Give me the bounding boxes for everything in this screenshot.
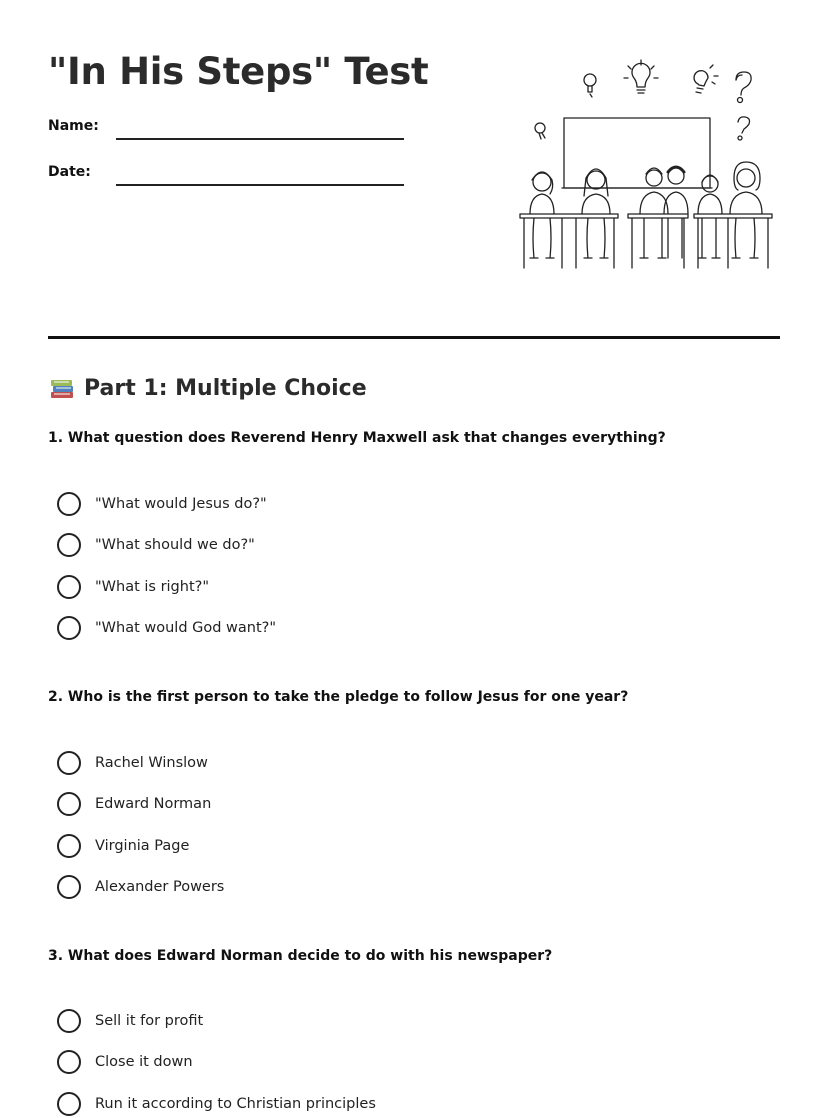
q1-option-c[interactable] (57, 575, 657, 601)
books-icon (48, 374, 76, 402)
lightbulb-icon (535, 123, 545, 139)
option-label: Close it down (95, 1054, 193, 1070)
q2-option-d[interactable] (57, 875, 657, 901)
option-label: "What would God want?" (95, 620, 277, 636)
radio-button[interactable] (57, 1092, 81, 1116)
radio-button[interactable] (57, 1050, 81, 1074)
radio-button[interactable] (57, 751, 81, 775)
radio-button[interactable] (57, 1009, 81, 1033)
option-label: Alexander Powers (95, 879, 225, 895)
q2-option-b[interactable] (57, 792, 657, 818)
radio-button[interactable] (57, 533, 81, 557)
students-at-desks (520, 162, 772, 268)
option-label: Virginia Page (95, 838, 190, 854)
option-label: "What is right?" (95, 579, 210, 595)
question-3: 3. What does Edward Norman decide to do with his newspaper? (48, 948, 553, 964)
radio-button[interactable] (57, 834, 81, 858)
lightbulb-icon (694, 65, 718, 93)
classroom-illustration (516, 58, 780, 278)
q3-option-a[interactable] (57, 1009, 657, 1035)
q3-option-b[interactable] (57, 1050, 657, 1076)
q1-option-d[interactable] (57, 616, 657, 642)
part1-title: Part 1: Multiple Choice (84, 376, 367, 401)
option-label: "What would Jesus do?" (95, 496, 267, 512)
option-label: Rachel Winslow (95, 755, 208, 771)
page-title: "In His Steps" Test (48, 50, 429, 93)
date-line[interactable] (116, 184, 404, 186)
radio-button[interactable] (57, 492, 81, 516)
q1-option-b[interactable] (57, 533, 657, 559)
option-label: Edward Norman (95, 796, 212, 812)
name-line[interactable] (116, 138, 404, 140)
question-mark-icon (736, 72, 751, 103)
option-label: Sell it for profit (95, 1013, 204, 1029)
radio-button[interactable] (57, 875, 81, 899)
option-label: Run it according to Christian principles (95, 1096, 376, 1112)
radio-button[interactable] (57, 792, 81, 816)
section-divider (48, 336, 780, 339)
name-label: Name: (48, 118, 99, 134)
radio-button[interactable] (57, 575, 81, 599)
question-2: 2. Who is the first person to take the pledge to follow Jesus for one year? (48, 689, 629, 705)
q3-option-c[interactable] (57, 1092, 657, 1118)
q2-option-c[interactable] (57, 834, 657, 860)
q1-option-a[interactable] (57, 492, 657, 518)
option-label: "What should we do?" (95, 537, 255, 553)
lightbulb-icon (624, 60, 658, 93)
radio-button[interactable] (57, 616, 81, 640)
question-1: 1. What question does Reverend Henry Maxwell ask that changes everything? (48, 430, 666, 446)
question-mark-icon (738, 117, 750, 140)
q2-option-a[interactable] (57, 751, 657, 777)
date-label: Date: (48, 164, 91, 180)
lightbulb-icon (584, 74, 596, 97)
